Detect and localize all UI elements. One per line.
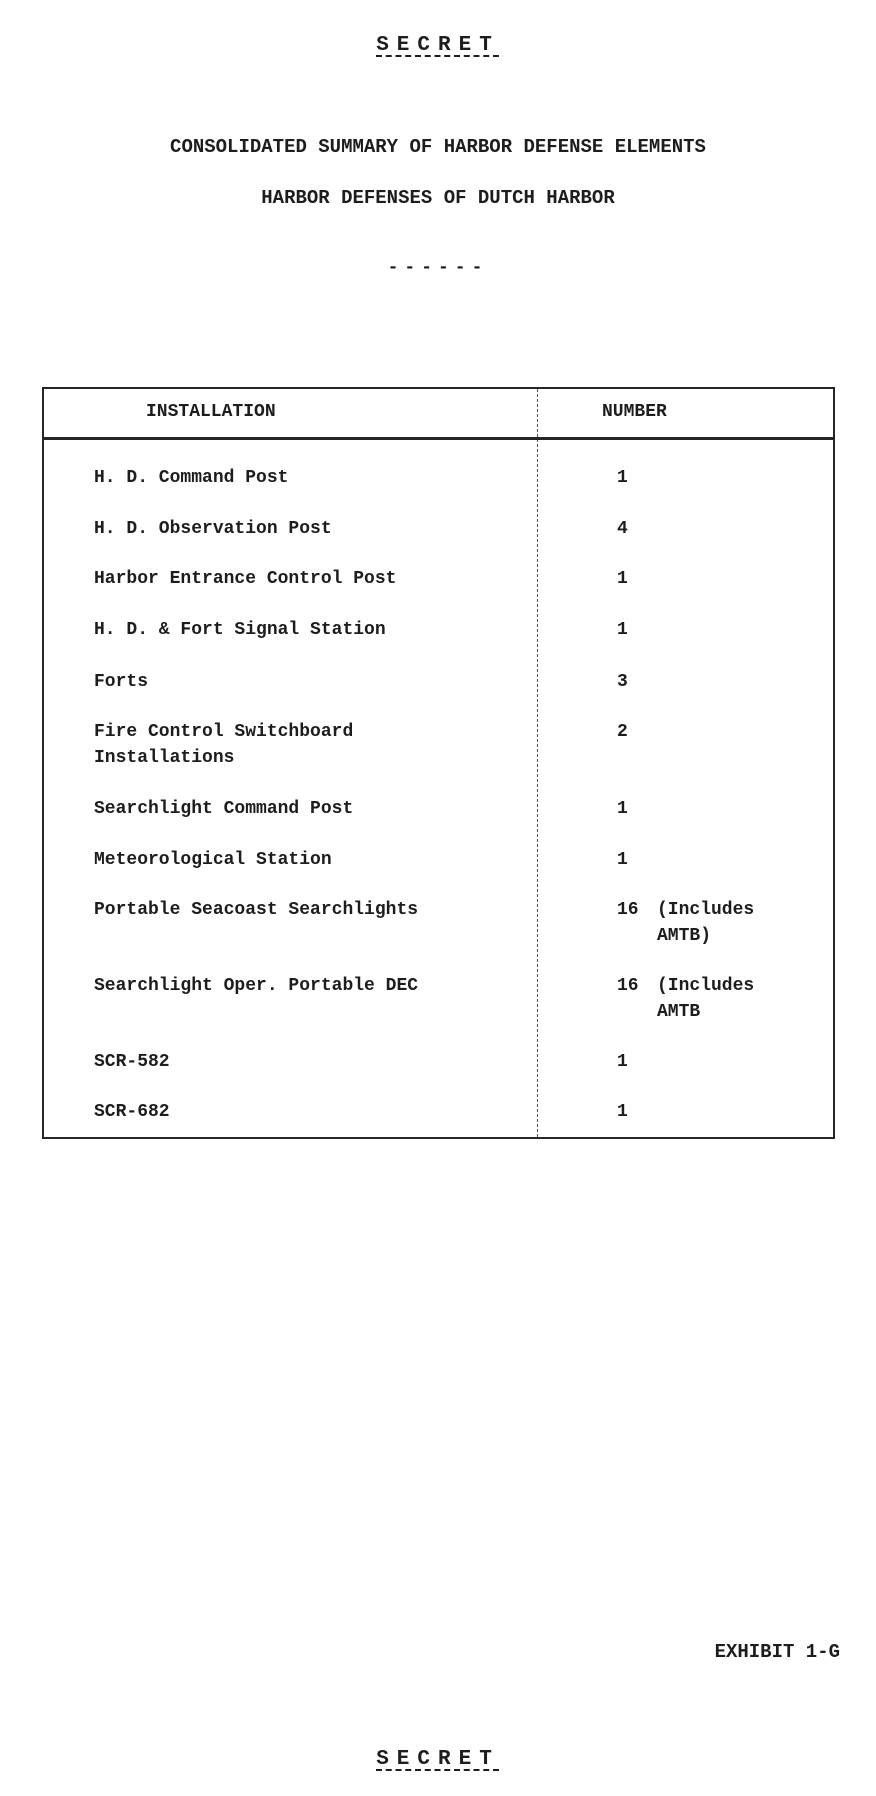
row-installation: Fire Control Switchboard Installations xyxy=(94,722,354,768)
document-title: CONSOLIDATED SUMMARY OF HARBOR DEFENSE ELEMENTS xyxy=(170,136,706,158)
row-installation: Searchlight Oper. Portable DEC xyxy=(94,976,419,996)
row-installation: Portable Seacoast Searchlights xyxy=(94,900,419,920)
row-number: 1 xyxy=(617,1102,628,1122)
row-number: 1 xyxy=(617,1052,628,1072)
row-installation: H. D. Command Post xyxy=(94,468,289,488)
row-installation: SCR-582 xyxy=(94,1052,170,1072)
exhibit-label: EXHIBIT 1-G xyxy=(714,1641,840,1663)
row-number: 16 xyxy=(617,976,639,996)
row-number: 2 xyxy=(617,722,628,742)
header-divider xyxy=(44,437,833,440)
header-number: NUMBER xyxy=(602,402,667,422)
title-separator: ------ xyxy=(387,258,489,278)
row-installation: H. D. & Fort Signal Station xyxy=(94,620,386,640)
header-installation: INSTALLATION xyxy=(146,402,276,422)
row-number: 1 xyxy=(617,468,628,488)
row-installation: Meteorological Station xyxy=(94,850,332,870)
classification-footer: SECRET xyxy=(376,1748,500,1771)
row-note: (Includes AMTB) xyxy=(657,900,755,946)
classification-header: SECRET xyxy=(376,34,500,57)
row-number: 1 xyxy=(617,799,628,819)
document-subtitle: HARBOR DEFENSES OF DUTCH HARBOR xyxy=(261,187,615,209)
row-number: 1 xyxy=(617,569,628,589)
row-installation: Harbor Entrance Control Post xyxy=(94,569,397,589)
row-installation: H. D. Observation Post xyxy=(94,519,332,539)
row-installation: Searchlight Command Post xyxy=(94,799,354,819)
row-number: 1 xyxy=(617,620,628,640)
summary-table xyxy=(42,387,835,1139)
row-number: 16 xyxy=(617,900,639,920)
row-number: 4 xyxy=(617,519,628,539)
column-divider xyxy=(537,389,538,1137)
row-installation: SCR-682 xyxy=(94,1102,170,1122)
row-number: 3 xyxy=(617,672,628,692)
row-installation: Forts xyxy=(94,672,149,692)
row-number: 1 xyxy=(617,850,628,870)
row-note: (Includes AMTB xyxy=(657,976,755,1022)
